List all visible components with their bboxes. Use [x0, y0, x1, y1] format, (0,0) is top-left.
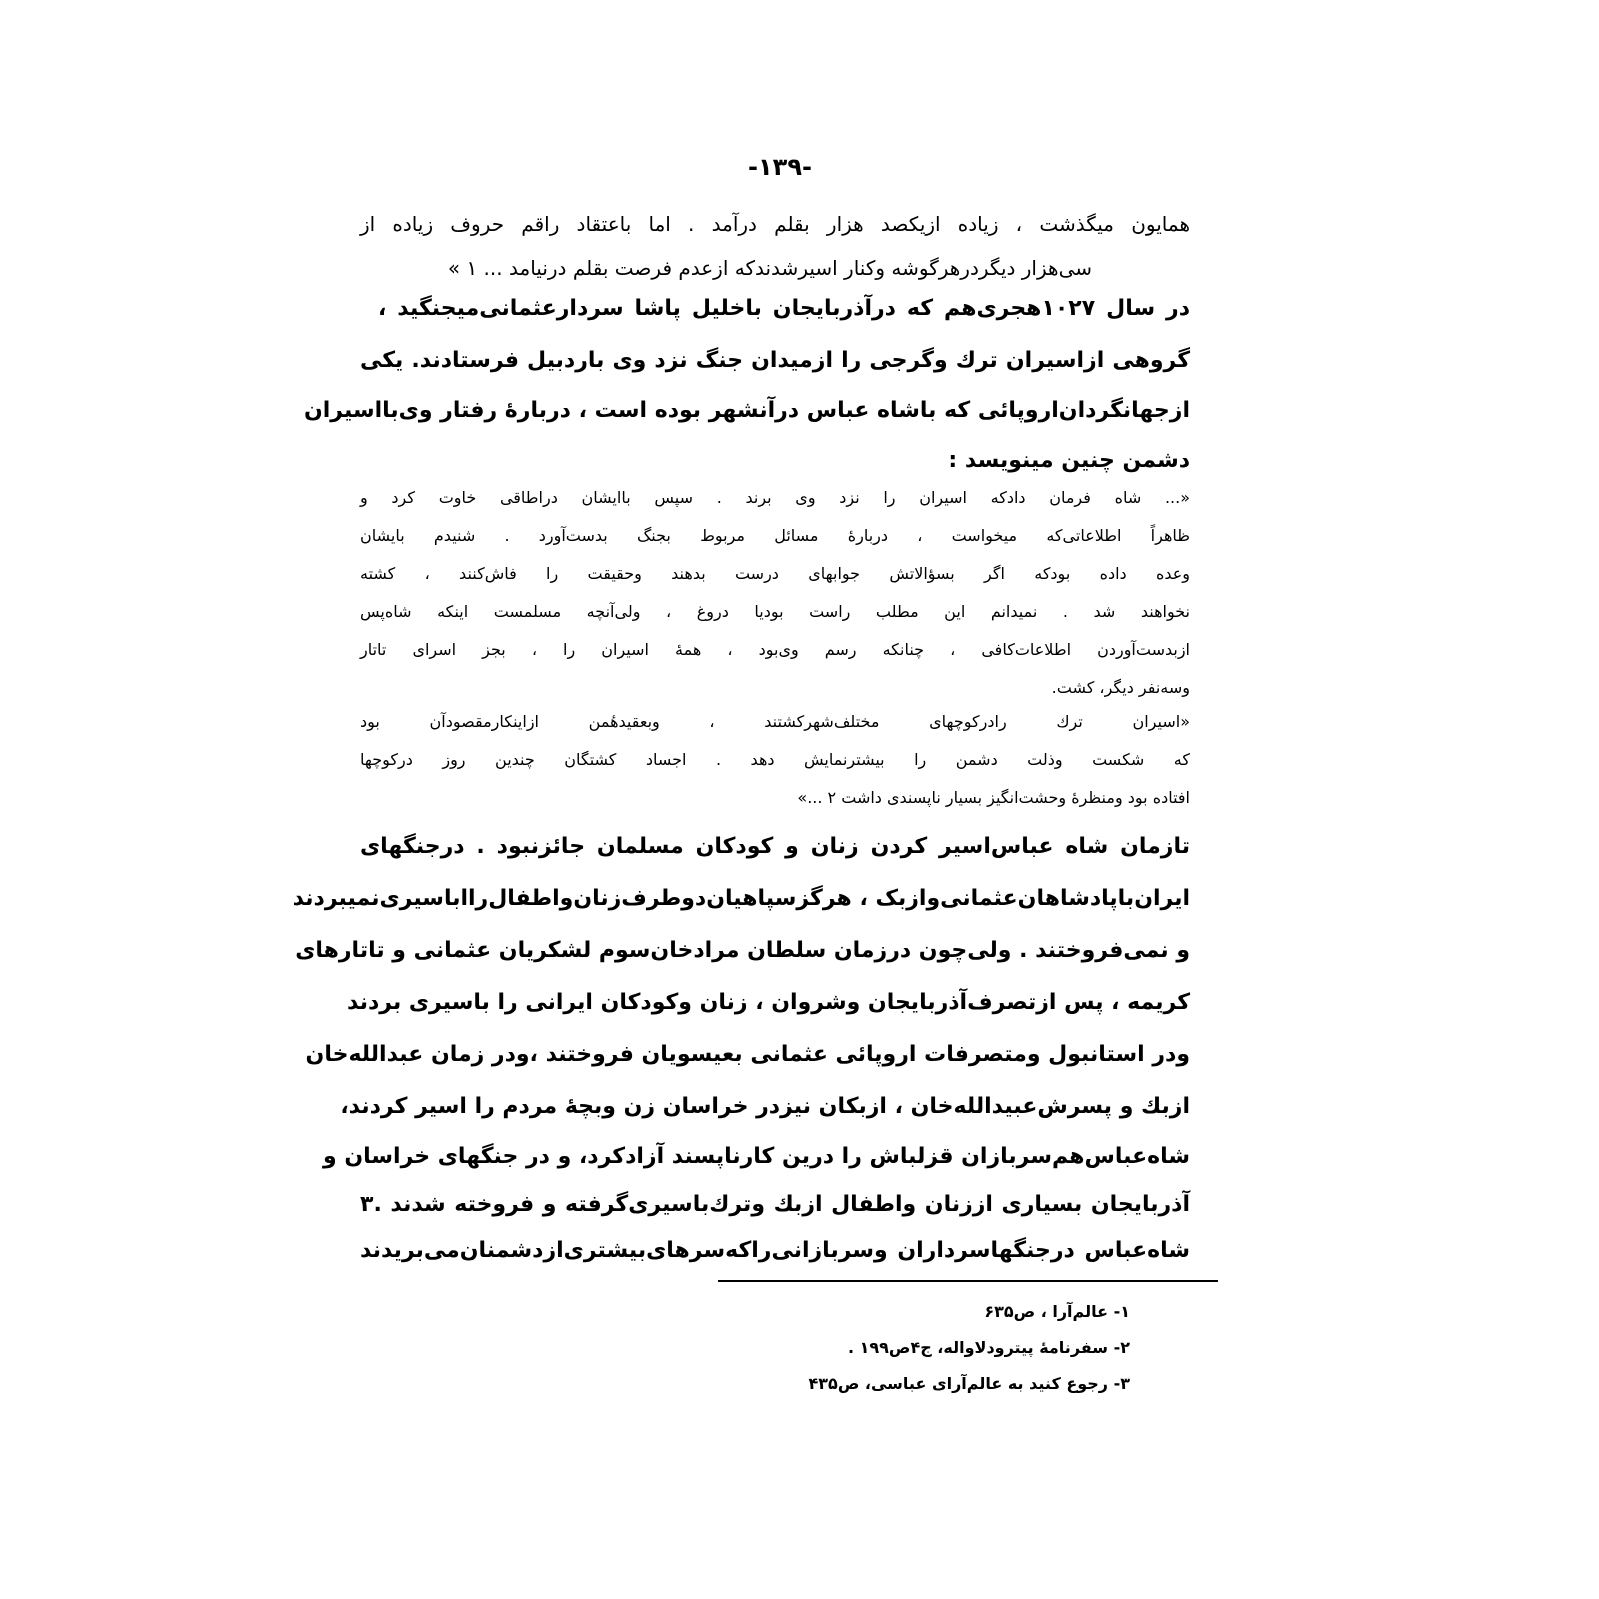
text-line: تازمان شاه عباس‌اسیر کردن زنان و کودکان مسلمان جائزنبود . درجنگهای [360, 834, 1190, 859]
footnote-2: ۲- سفرنامهٔ پیترودلاواله، ج۴ص۱۹۹ . [847, 1338, 1130, 1357]
paragraph-2 [292, 834, 1190, 1274]
text-line: شاه‌عباس‌هم‌سربازان قزلباش را درین کارناپسند آزادکرد، و در جنگهای خراسان و [323, 1144, 1190, 1169]
text-line: ودر استانبول ومتصرفات اروپائی عثمانی بعیسویان فروختند ،ودر زمان عبدالله‌خان [305, 1042, 1190, 1067]
quote-continuation [360, 212, 1190, 282]
footnote-3: ۳- رجوع کنید به عالم‌آرای عباسی، ص۴۳۵ [808, 1374, 1130, 1393]
text-line: ازجهانگردان‌اروپائی که باشاه عباس درآنشهر بوده است ، دربارهٔ رفتار وی‌بااسیران [303, 398, 1190, 423]
text-line: همایون میگذشت ، زیاده ازیکصد هزار بقلم درآمد . اما باعتقاد راقم حروف زیاده از [360, 212, 1190, 236]
text-line: وسه‌نفر دیگر، کشت. [1051, 678, 1190, 697]
text-line: که شکست وذلت دشمن را بیشترنمایش دهد . اجساد کشتگان چندین روز درکوچها [360, 750, 1190, 769]
text-line: افتاده بود ومنظرهٔ وحشت‌انگیز بسیار ناپسندی داشت ۲ ...» [797, 788, 1190, 807]
text-line: و نمی‌فروختند . ولی‌چون درزمان سلطان مرادخان‌سوم لشکریان عثمانی و تاتارهای [295, 938, 1190, 963]
text-line: دشمن چنین مینویسد : [948, 448, 1190, 473]
footnote-divider [718, 1280, 1218, 1282]
text-line: نخواهند شد . نمیدانم این مطلب راست بودیا دروغ ، ولی‌آنچه مسلمست اینکه شاه‌پس [360, 602, 1190, 621]
text-line: «... شاه فرمان دادکه اسیران را نزد وی برند . سپس باایشان دراطاقی خاوت کرد و [360, 488, 1190, 507]
footnote-1: ۱- عالم‌آرا ، ص۶۳۵ [984, 1302, 1130, 1321]
page-number: -۱۳۹- [748, 153, 812, 181]
text-line: ازبدست‌آوردن اطلاعات‌کافی ، چنانکه رسم وی‌بود ، همهٔ اسیران را ، بجز اسرای تاتار [360, 640, 1190, 659]
text-line: آذربایجان بسیاری اززنان واطفال ازبك وترك‌باسیری‌گرفته و فروخته شدند .۳ [360, 1192, 1190, 1217]
text-line: در سال ۱۰۲۷هجری‌هم که درآذربایجان باخلیل پاشا سردارعثمانی‌میجنگید ، [378, 296, 1190, 321]
quotation-3 [360, 712, 1190, 822]
text-line: ازبك و پسرش‌عبیدالله‌خان ، ازبکان نیزدر خراسان زن وبچهٔ مردم را اسیر کردند، [340, 1094, 1190, 1119]
text-line: ایران‌باپادشاهان‌عثمانی‌وازبک ، هرگزسپاهیان‌دوطرف‌زنان‌واطفال‌رااباسیری‌نمیبردند [292, 886, 1190, 911]
quotation-2 [360, 488, 1190, 708]
text-line: ظاهراً اطلاعاتی‌که میخواست ، دربارهٔ مسائل مربوط بجنگ بدست‌آورد . شنیدم بایشان [360, 526, 1190, 545]
paragraph-1 [303, 296, 1190, 486]
text-line: شاه‌عباس درجنگهاسرداران وسربازانی‌راکه‌سرهای‌بیشتری‌ازدشمنان‌می‌بریدند [360, 1238, 1190, 1263]
text-line: کریمه ، پس ازتصرف‌آذربایجان وشروان ، زنان وکودکان ایرانی را باسیری بردند [347, 990, 1190, 1015]
text-line: سی‌هزار دیگردرهرگوشه وکنار اسیرشدندکه ازعدم فرصت بقلم درنیامد ... ۱ » [447, 256, 1092, 280]
text-line: «اسیران ترك رادرکوچهای مختلف‌شهرکشتند ، وبعقیدهٔمن ازاینکارمقصودآن بود [360, 712, 1190, 731]
text-line: گروهی ازاسیران ترك وگرجی را ازمیدان جنگ نزد وی باردبیل فرستادند. یکی [360, 348, 1190, 373]
text-line: وعده داده بودکه اگر بسؤالاتش جوابهای درست بدهند وحقیقت را فاش‌کنند ، کشته [360, 564, 1190, 583]
